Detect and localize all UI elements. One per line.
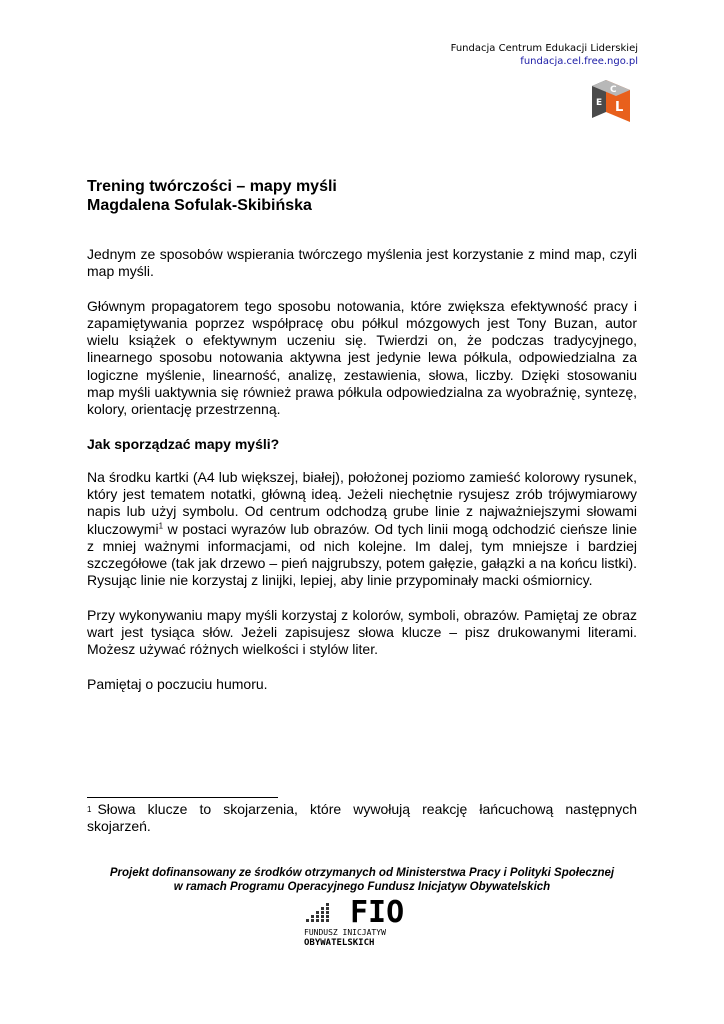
paragraph-humor: Pamiętaj o poczuciu humoru. <box>87 675 268 692</box>
paragraph-instructions-part-1: Na środku kartki (A4 lub większej, białej), położonej poziomo zamieść kolorowy rysunek, który jest tematem notatki, główną ideą. Jeżeli niechętnie rysujesz zrób trójwymiarowy napis lub użyj symbolu. Od centrum odchodzą grube linie z najważniejszymi słowami kluczowymi <box>87 468 637 537</box>
document-body <box>87 177 637 710</box>
paragraph-buzan: Głównym propagatorem tego sposobu notowania, które zwiększa efektywność pracy i zapamiętywania poprzez współpracę obu półkul mózgowych jest Tony Buzan, autor wielu książek o efektywnym uczeniu się. Twierdzi on, że podczas tradycyjnego, linearnego sposobu notowania aktywna jest jedynie lewa półkula, odpowiedzialna za logiczne myślenie, linearność, analizę, zestawienia, słowa, liczby. Dzięki stosowaniu map myśli uaktywnia się również prawa półkula odpowiedzialna za wyobraźnię, syntezę, kolory, orientację przestrzenną. <box>87 297 637 418</box>
funding-note-line-1: Projekt dofinansowany ze środków otrzymanych od Ministerstwa Pracy i Polityki Społecznej <box>109 867 615 879</box>
footnote-reference[interactable]: 1 <box>158 520 164 530</box>
funding-note <box>70 866 654 894</box>
svg-text:E: E <box>596 98 603 108</box>
title-line-1: Trening twórczości – mapy myśli <box>87 178 337 195</box>
fio-logo-text: FIO <box>350 895 405 930</box>
fio-logo-subtitle-1: FUNDUSZ INICJATYW <box>304 928 386 937</box>
organization-header <box>451 42 638 68</box>
svg-text:L: L <box>615 100 624 115</box>
fio-logo-subtitle-2: OBYWATELSKICH <box>304 938 375 947</box>
document-title <box>87 177 637 215</box>
organization-name: Fundacja Centrum Edukacji Liderskiej <box>450 43 638 54</box>
svg-text:C: C <box>610 85 617 95</box>
footnote <box>87 801 637 836</box>
footnote-divider <box>87 797 278 798</box>
paragraph-instructions <box>87 469 637 590</box>
paragraph-colors: Przy wykonywaniu mapy myśli korzystaj z kolorów, symboli, obrazów. Pamiętaj ze obraz wart jest tysiąca słów. Jeżeli zapisujesz słowa klucze – pisz drukowanymi literami. Możesz używać różnych wielkości i stylów liter. <box>87 606 637 658</box>
funding-note-line-2: w ramach Programu Operacyjnego Fundusz Inicjatyw Obywatelskich <box>173 881 551 893</box>
footnote-number: 1 <box>87 805 92 814</box>
paragraph-intro: Jednym ze sposobów wspierania twórczego myślenia jest korzystanie z mind map, czyli map myśli. <box>87 246 637 280</box>
fio-logo-icon <box>298 895 433 947</box>
footnote-text: Słowa klucze to skojarzenia, które wywołują reakcję łańcuchową następnych skojarzeń. <box>87 801 637 835</box>
author-line: Magdalena Sofulak-Skibińska <box>87 197 312 214</box>
cel-logo-icon <box>588 78 634 128</box>
organization-url[interactable]: fundacja.cel.free.ngo.pl <box>520 56 638 67</box>
paragraph-instructions-part-2: w postaci wyrazów lub obrazów. Od tych linii mogą odchodzić cieńsze linie z mniej ważnymi informacjami, od nich kolejne. Im dalej, tym mniejsze i bardziej szczegółowe (tak jak drzewo – pień najgrubszy, potem gałęzie, gałązki a na końcu listki). Rysując linie nie korzystaj z linijki, lepiej, aby linie przypominały macki ośmiornicy. <box>87 520 637 589</box>
section-heading: Jak sporządzać mapy myśli? <box>87 435 280 452</box>
